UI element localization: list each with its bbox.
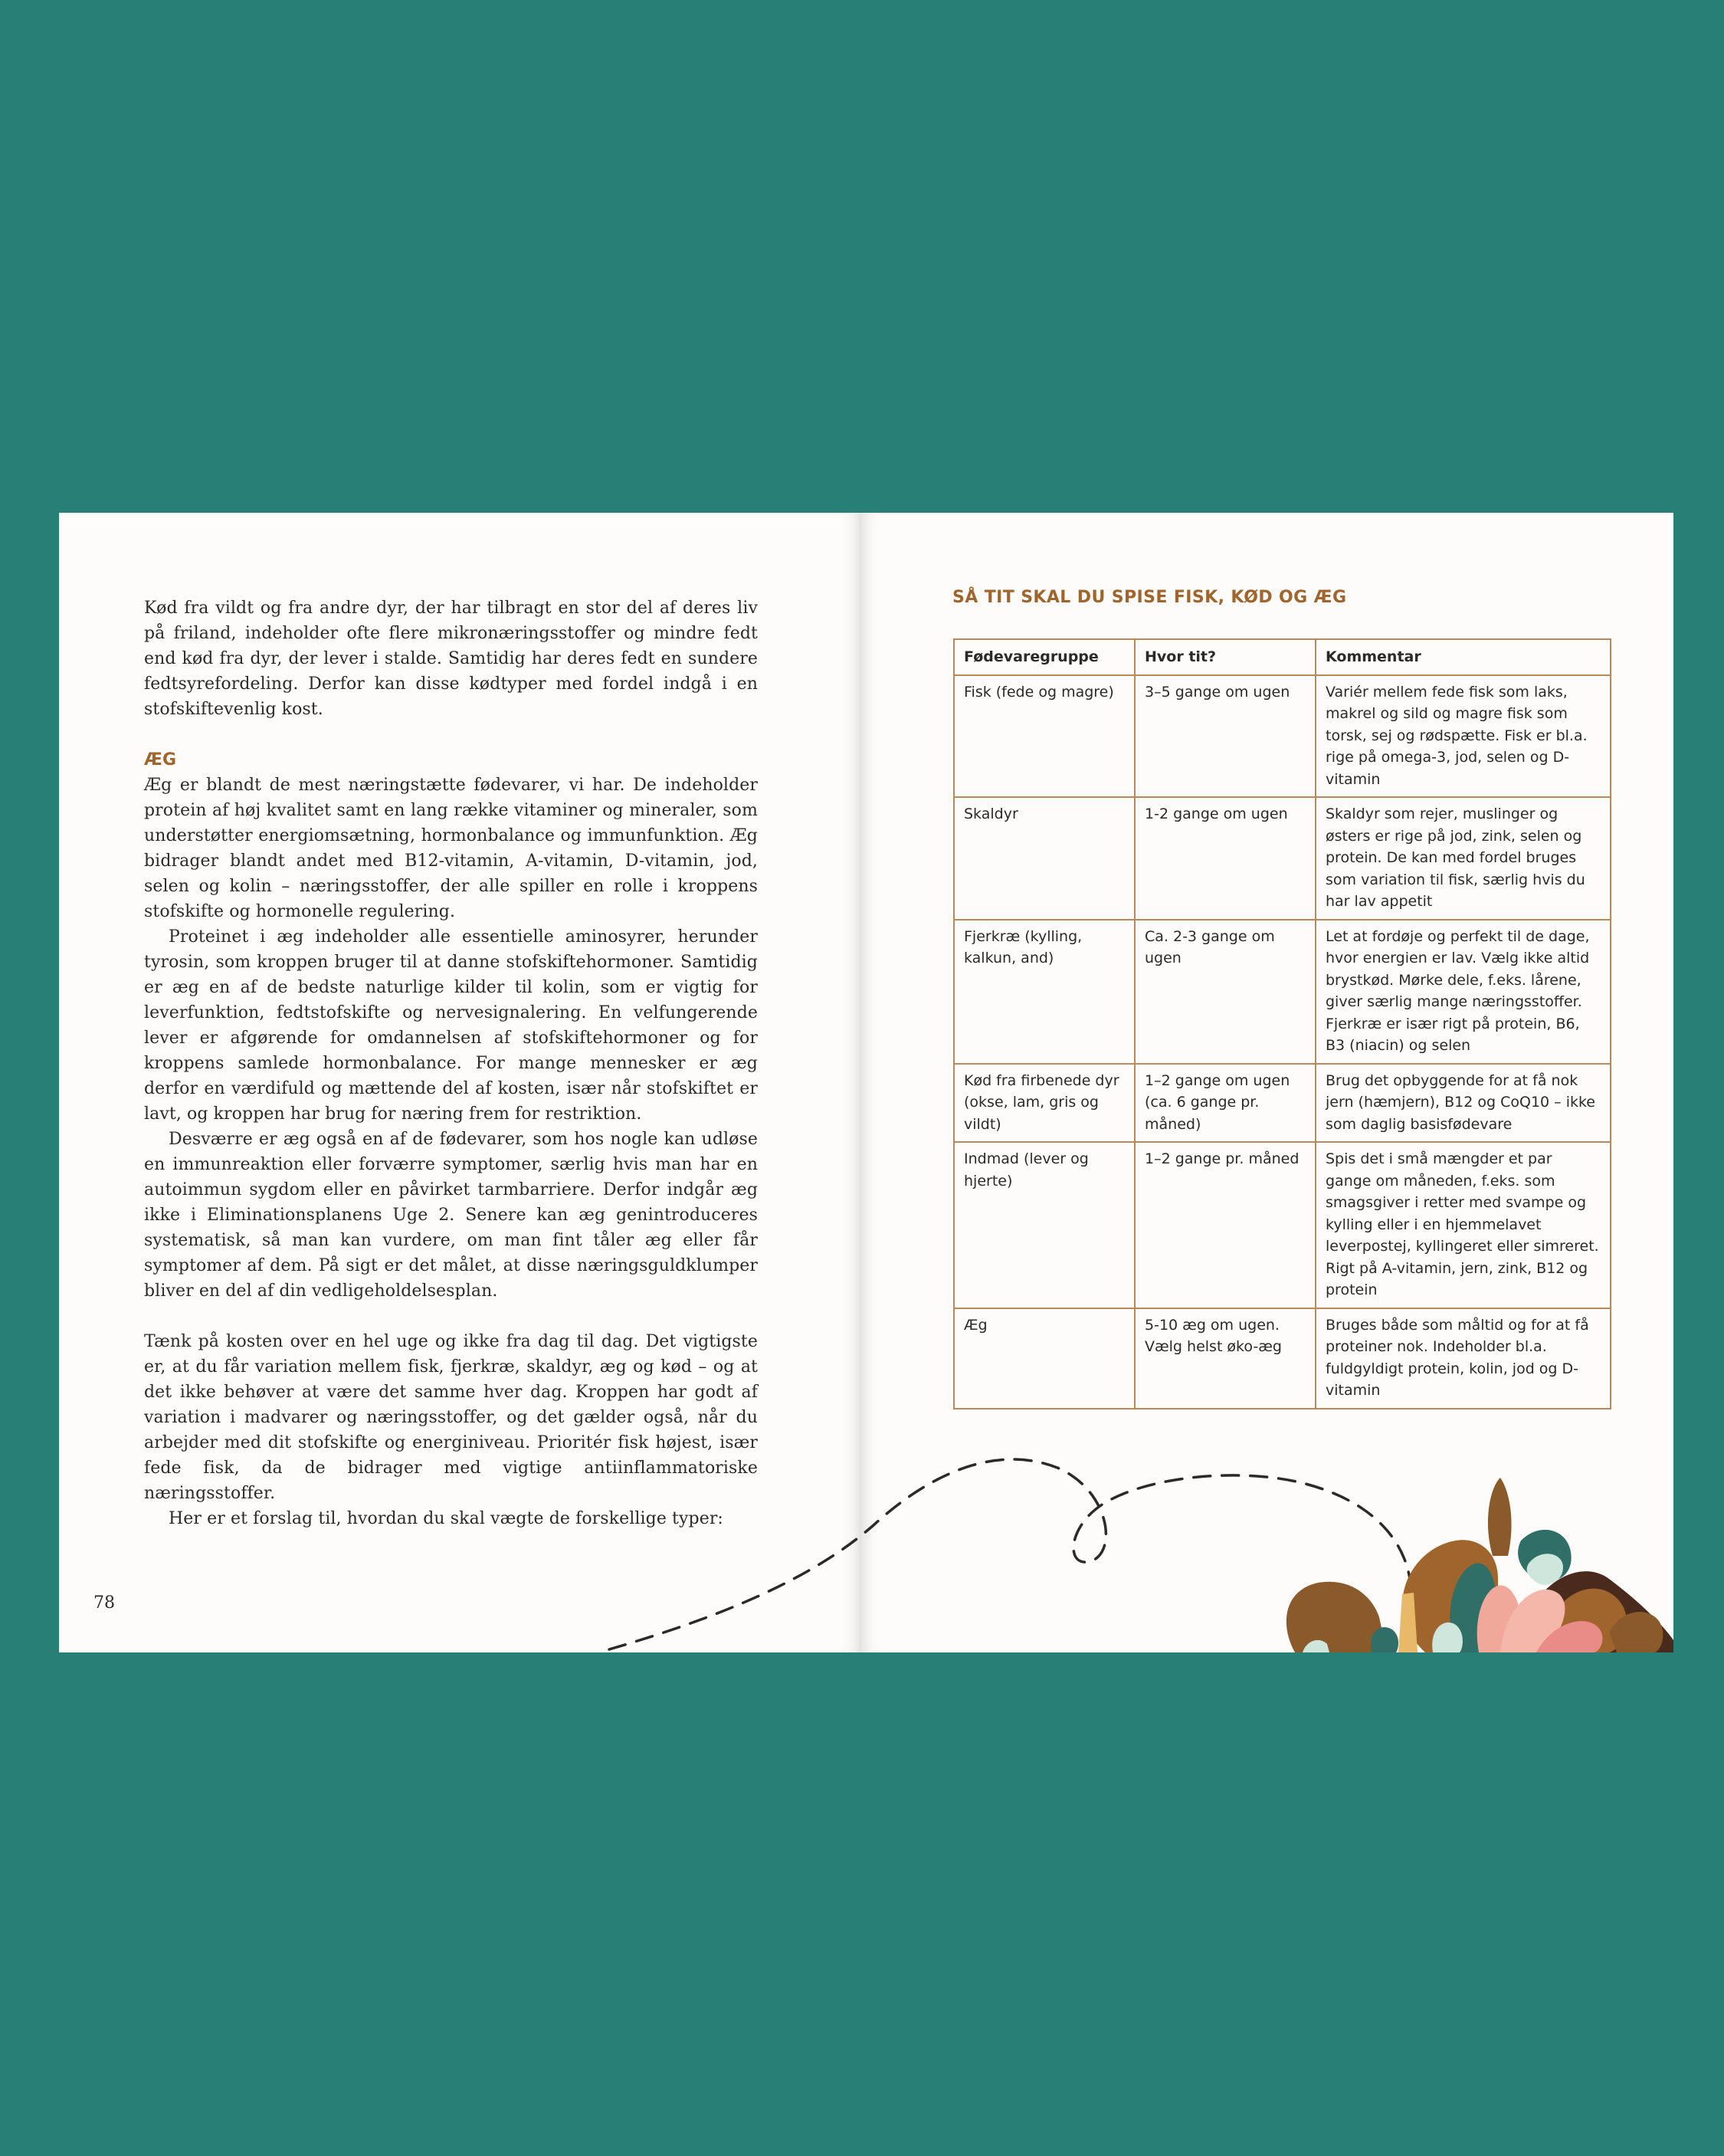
cell-frequency: 1-2 gange om ugen — [1135, 797, 1316, 920]
egg-heading: ÆG — [144, 750, 177, 770]
egg-paragraph-3: Desværre er æg også en af de fødevarer, som hos nogle kan udløse en immunreaktion eller forværre symptomer, særlig hvis man har en autoimmun sygdom eller en påvirket tarmbarriere. Derfor indgår æg ikke i Eliminationsplanens Uge 2. Senere kan æg genintroduceres systematisk, så man kan vurdere, om man fint tåler æg eller får symptomer af dem. På sigt er det målet, at disse næringsguldklumper bliver en del af din vedligeholdelsesplan. — [144, 1130, 758, 1301]
left-page — [59, 513, 861, 1652]
egg-paragraph-2: Proteinet i æg indeholder alle essentielle aminosyrer, herunder tyrosin, som kroppen bruger til at danne stofskiftehormoner. Samtidig er æg en af de bedste naturlige kilder til kolin, som er vigtig for leverfunktion, fedtstofskifte og nervesignalering. En velfungerende lever er afgørende for omdannelsen af stofskiftehormoner og for kroppens samlede hormonbalance. For mange mennesker er æg derfor en værdifuld og mættende del af kosten, især når stofskiftet er lavt, og kroppen har brug for næring frem for restriktion. — [144, 927, 758, 1124]
right-page — [861, 513, 1673, 1652]
cell-food-group: Kød fra firbenede dyr (okse, lam, gris og vildt) — [954, 1064, 1135, 1143]
cell-food-group: Æg — [954, 1308, 1135, 1409]
cell-food-group: Fjerkræ (kylling, kalkun, and) — [954, 920, 1135, 1064]
table-row — [954, 1308, 1611, 1409]
weekly-diet-paragraph: Tænk på kosten over en hel uge og ikke fra dag til dag. Det vigtigste er, at du får variation mellem fisk, fjerkræ, skaldyr, æg og kød – og at det ikke behøver at være det samme hver dag. Kroppen har godt af variation i madvarer og næringsstoffer, og det gælder også, når du arbejder med dit stofskifte og energiniveau. Prioritér fisk højest, især fede fisk, da de bidrager med vigtige antiinflammatoriske næringsstoffer. — [144, 1332, 758, 1503]
table-header-row — [954, 639, 1611, 675]
cell-comment: Skaldyr som rejer, muslinger og østers er rige på jod, zink, selen og protein. De kan med fordel bruges som variation til fisk, særlig hvis du har lav appetit — [1316, 797, 1611, 920]
table-row — [954, 1064, 1611, 1143]
cell-frequency: 5-10 æg om ugen. Vælg helst øko-æg — [1135, 1308, 1316, 1409]
cell-food-group: Indmad (lever og hjerte) — [954, 1142, 1135, 1308]
table-title: SÅ TIT SKAL DU SPISE FISK, KØD OG ÆG — [952, 588, 1347, 607]
cell-comment: Bruges både som måltid og for at få proteiner nok. Indeholder bl.a. fuldgyldigt protein, kolin, jod og D-vitamin — [1316, 1308, 1611, 1409]
cell-frequency: 1–2 gange om ugen (ca. 6 gange pr. måned) — [1135, 1064, 1316, 1143]
table-row — [954, 675, 1611, 798]
cell-comment: Spis det i små mængder et par gange om måneden, f.eks. som smagsgiver i retter med svampe og kylling eller i en hjemmelavet leverpostej, kyllingeret eller simreret. Rigt på A-vitamin, jern, zink, B12 og protein — [1316, 1142, 1611, 1308]
table-row — [954, 920, 1611, 1064]
page-number: 78 — [93, 1593, 115, 1613]
cell-frequency: 1–2 gange pr. måned — [1135, 1142, 1316, 1308]
cell-frequency: Ca. 2-3 gange om ugen — [1135, 920, 1316, 1064]
table-intro-paragraph: Her er et forslag til, hvordan du skal vægte de forskellige typer: — [169, 1509, 723, 1528]
cell-food-group: Fisk (fede og magre) — [954, 675, 1135, 798]
intro-paragraph: Kød fra vildt og fra andre dyr, der har tilbragt en stor del af deres liv på friland, indeholder ofte flere mikronæringsstoffer og mindre fedt end kød fra dyr, der lever i stalde. Samtidig har deres fedt en sundere fedtsyrefordeling. Derfor kan disse kødtyper med fordel indgå i en stofskiftevenlig kost. — [144, 599, 758, 719]
cell-food-group: Skaldyr — [954, 797, 1135, 920]
header-frequency: Hvor tit? — [1135, 639, 1316, 675]
cell-comment: Let at fordøje og perfekt til de dage, hvor energien er lav. Vælg ikke altid brystkød. Mørke dele, f.eks. lårene, giver særlig mange næringsstoffer. Fjerkræ er især rigt på protein, B6, B3 (niacin) og selen — [1316, 920, 1611, 1064]
cell-comment: Variér mellem fede fisk som laks, makrel og sild og magre fisk som torsk, sej og rødspætte. Fisk er bl.a. rige på omega-3, jod, selen og D-vitamin — [1316, 675, 1611, 798]
header-food-group: Fødevaregruppe — [954, 639, 1135, 675]
egg-paragraph-1: Æg er blandt de mest næringstætte fødevarer, vi har. De indeholder protein af høj kvalitet samt en lang række vitaminer og mineraler, som understøtter energiomsætning, hormonbalance og immunfunktion. Æg bidrager blandt andet med B12-vitamin, A-vitamin, D-vitamin, jod, selen og kolin – næringsstoffer, der alle spiller en rolle i kroppens stofskifte og hormonelle regulering. — [144, 776, 758, 921]
cell-comment: Brug det opbyggende for at få nok jern (hæmjern), B12 og CoQ10 – ikke som daglig basisfødevare — [1316, 1064, 1611, 1143]
left-page-body — [144, 596, 758, 1531]
header-comment: Kommentar — [1316, 639, 1611, 675]
table-row — [954, 797, 1611, 920]
food-frequency-table — [953, 638, 1611, 1409]
table-row — [954, 1142, 1611, 1308]
cell-frequency: 3–5 gange om ugen — [1135, 675, 1316, 798]
